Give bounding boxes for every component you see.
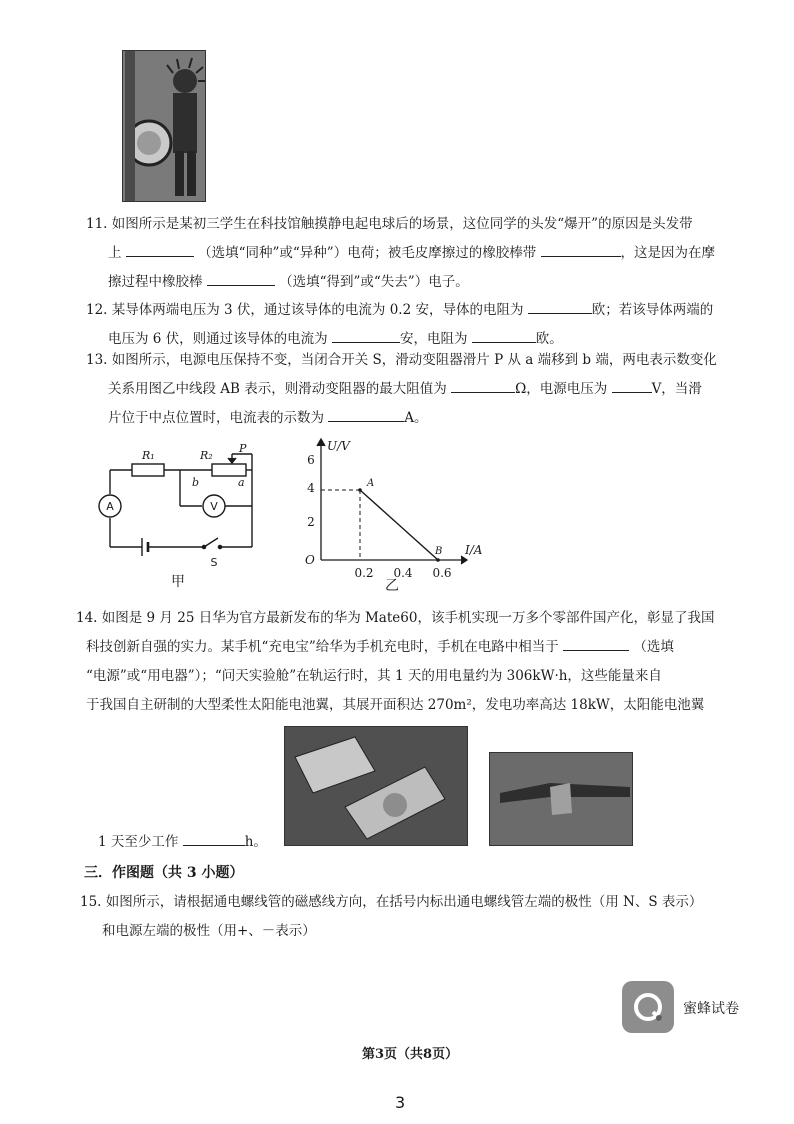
answer-blank[interactable] [183,831,245,846]
voltmeter-label: V [210,500,218,513]
q11-text: （选填“同种”或“异种”）电荷；被毛皮摩擦过的橡胶棒带 [198,245,537,261]
q13-text: V，当滑 [651,381,702,397]
q13-text: 片位于中点位置时，电流表的示数为 [108,410,324,426]
label-b: b [192,476,200,489]
bee-logo-icon [631,990,665,1024]
label-p: P [239,442,247,455]
answer-blank[interactable] [472,328,536,343]
answer-blank[interactable] [451,378,515,393]
resistor-r2 [212,464,246,476]
point-a [358,488,362,492]
q11-text: 上 [108,245,122,261]
point-b [436,558,440,562]
answer-blank[interactable] [612,378,652,393]
q12-text: 欧；若该导体两端的 [591,302,714,318]
answer-blank[interactable] [563,636,629,651]
q11-line3 [86,268,746,297]
switch-label: S [210,556,218,569]
q13-line2 [86,375,746,404]
label-r1: R₁ [142,449,155,462]
phone-photo [284,726,468,846]
answer-blank[interactable] [528,299,592,314]
label-r2: R₂ [200,449,213,462]
y-tick-label: 4 [307,481,315,495]
q14-line4: 于我国自主研制的大型柔性太阳能电池翼，其展开面积达 270m²，发电功率高达 18kW，太阳能电池翼 [86,697,705,713]
segment-ab [360,490,438,560]
static-ball-photo [122,50,206,202]
q13-line3 [86,404,746,433]
x-tick-label: 0.2 [354,566,374,580]
phone-illustration [285,727,467,845]
q14-line1: 14. 如图是 9 月 25 日华为官方最新发布的华为 Mate60，该手机实现一万多个零部件国产化，彰显了我国 [76,610,715,626]
label-a: a [238,476,245,489]
q13-text: A。 [404,410,428,426]
q11-text: 擦过程中橡胶棒 [108,274,203,290]
watermark-text: 蜜蜂试卷 [683,1001,739,1017]
q11-text: ，这是因为在摩 [620,245,715,261]
caption-jia: 甲 [171,574,185,590]
q13-line1: 13. 如图所示，电源电压保持不变，当闭合开关 S，滑动变阻器滑片 P 从 a 端移到 b 端，两电表示数变化 [86,352,717,368]
q11-line1: 11. 如图所示是某初三学生在科技馆触摸静电起电球后的场景，这位同学的头发“爆开”的原因是头发带 [86,216,693,232]
q14-text: 科技创新自强的实力。某手机“充电宝”给华为手机充电时，手机在电路中相当于 [86,639,559,655]
q11-line2 [86,239,746,268]
q12-text: 12. 某导体两端电压为 3 伏，通过该导体的电流为 0.2 安，导体的电阻为 [86,302,524,318]
solar-wing-photo [489,752,633,846]
ammeter-label: A [106,500,114,513]
q12-text: 安，电阻为 [399,331,468,347]
static-ball-illustration [123,51,205,201]
page-footer: 第3页（共8页） [362,1047,459,1062]
x-axis-label: I/A [465,543,483,557]
q13-text: 关系用图乙中线段 AB 表示，则滑动变阻器的最大阻值为 [108,381,447,397]
question-13 [86,346,746,433]
answer-blank[interactable] [541,242,621,257]
x-tick-label: 0.6 [432,566,452,580]
section-title: 三．作图题（共 3 小题） [84,865,244,881]
ui-graph [295,436,495,594]
q14-line3: “电源”或“用电器”）；“问天实验舱”在轨运行时，其 1 天的用电量约为 306kW·h，这些能量来自 [86,668,662,684]
answer-blank[interactable] [126,242,194,257]
resistor-r1 [132,464,164,476]
y-tick-label: 6 [307,453,315,467]
x-tick-label: 0.4 [393,566,413,580]
page-number: 3 [395,1093,406,1112]
q15-line2: 和电源左端的极性（用+、－表示） [102,923,316,939]
q12-text: 欧。 [535,331,563,347]
q15-line1: 15. 如图所示，请根据通电螺线管的磁感线方向，在括号内标出通电螺线管左端的极性（用 N、S 表示） [80,894,703,910]
question-14 [76,604,746,720]
circuit-diagram [92,442,262,592]
answer-blank[interactable] [332,328,400,343]
q14-text: h。 [244,834,267,850]
y-tick-label: 2 [307,515,315,529]
q14-text: 1 天至少工作 [98,834,179,850]
question-11 [86,210,746,297]
origin-label: O [305,553,315,567]
q11-text: （选填“得到”或“失去”）电子。 [279,274,469,290]
q14-line2 [86,633,746,662]
watermark-logo [622,981,674,1033]
caption-yi: 乙 [385,578,399,594]
point-b-label: B [435,546,443,557]
answer-blank[interactable] [207,271,275,286]
answer-blank[interactable] [328,407,404,422]
y-axis-label: U/V [327,439,350,453]
question-15 [80,888,746,946]
solar-wing-illustration [490,753,632,845]
point-a-label: A [367,478,375,489]
switch-s [204,538,218,547]
q12-line1 [86,296,746,325]
q12-text: 电压为 6 伏，则通过该导体的电流为 [108,331,328,347]
q14-line5 [98,828,298,857]
q13-text: Ω，电源电压为 [515,381,608,397]
q14-text: （选填 [633,639,674,655]
